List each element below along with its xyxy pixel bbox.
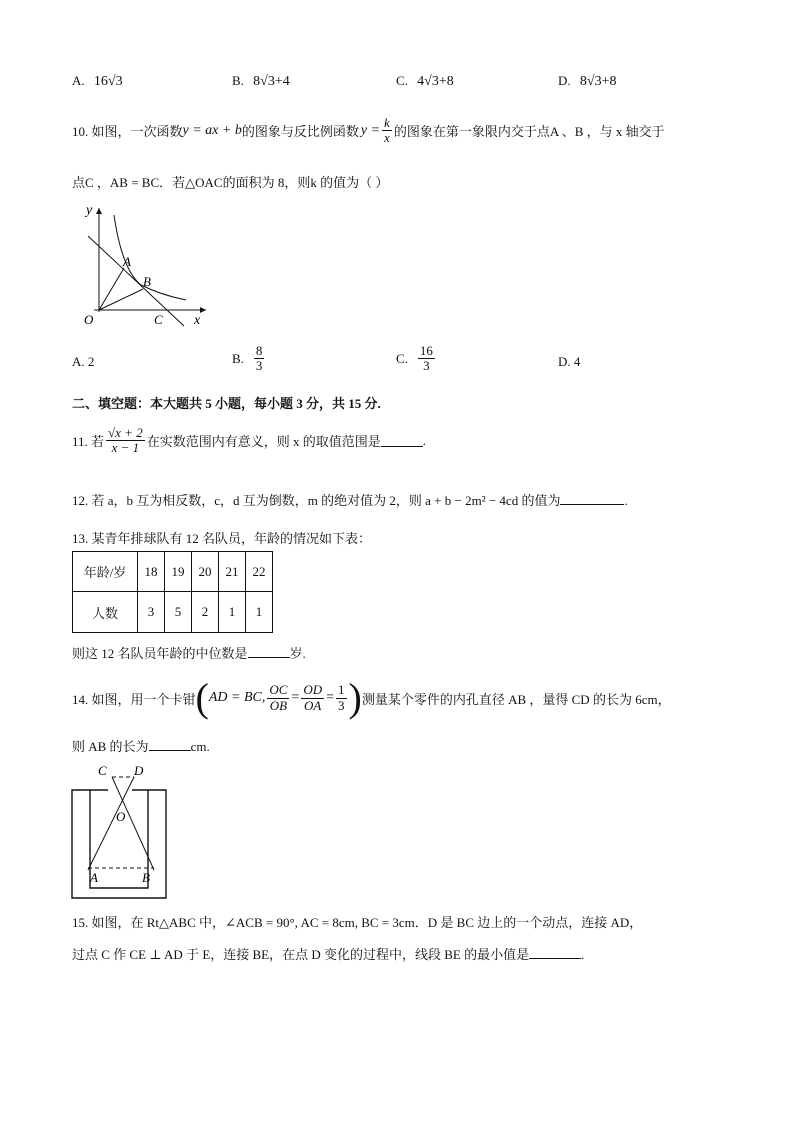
q11-answer-blank[interactable] — [381, 434, 423, 447]
q10-line-ab — [88, 236, 184, 326]
q9-option-d-value: 8√3+8 — [579, 74, 617, 89]
q14-label-d: D — [134, 763, 144, 778]
q10-label-b: B — [143, 274, 151, 289]
table-header-age: 年龄/岁 — [73, 552, 138, 592]
q14-caliper-figure — [66, 760, 176, 905]
q14-label-a: A — [90, 870, 98, 885]
table-cell: 19 — [165, 552, 192, 592]
q9-option-d: D. 8√3+8 — [558, 73, 617, 89]
q10-option-b: B. $\frac{8}{3}$ — [232, 343, 263, 374]
q14-arm-db — [88, 777, 134, 870]
section-heading: 二、填空题：本大题共 5 小题，每小题 3 分，共 15 分. — [72, 396, 381, 411]
q15-answer-blank[interactable] — [529, 946, 581, 959]
q10-label-a: A — [123, 254, 131, 269]
table-header-count: 人数 — [73, 592, 138, 633]
table-cell: 5 — [165, 592, 192, 633]
table-cell: 22 — [246, 552, 273, 592]
table-cell: 1 — [219, 592, 246, 633]
q13-question: 13. 某青年排球队有 12 名队员，年龄的情况如下表： — [72, 531, 372, 546]
q10-label-o: O — [84, 312, 94, 327]
table-cell: 2 — [192, 592, 219, 633]
q10-question-line1: 10. 如图，一次函数 y = ax + b 的图象与反比例函数 y = $\frac{k}{x}$ 的图象在第一象限内交于点A 、B ，与 x 轴交于 — [72, 115, 665, 146]
q9-option-b: B. 8√3+4 — [232, 73, 290, 89]
q14-label-b: B — [142, 870, 150, 885]
q13-age-table — [72, 551, 273, 633]
q14-question-line2: 则 AB 的长为 cm. — [72, 739, 210, 754]
table-cell: 20 — [192, 552, 219, 592]
table-row — [73, 592, 273, 633]
q9-option-b-value: 8√3+4 — [253, 74, 290, 89]
table-cell: 1 — [246, 592, 273, 633]
q10-inverse-fraction: $\frac{k}{x}$ — [384, 115, 390, 146]
q15-question-line2: 过点 C 作 CE ⊥ AD 于 E，连接 BE，在点 D 变化的过程中，线段 BE 的最小值是 . — [72, 947, 585, 962]
q10-linear-function: y = ax + b — [182, 122, 242, 138]
q10-figure — [66, 200, 216, 335]
q11-fraction: $\frac{√x + 2}{x - 1}$ — [108, 425, 143, 456]
q10-option-d: D. 4 — [558, 354, 581, 369]
q13-answer-blank[interactable] — [248, 645, 290, 658]
table-cell: 18 — [138, 552, 165, 592]
q9-option-a-value: 16√3 — [93, 74, 123, 89]
table-row — [73, 552, 273, 592]
q11-question: 11. 若 $\frac{√x + 2}{x - 1}$ 在实数范围内有意义，则 x 的取值范围是 . — [72, 425, 426, 456]
q9-option-c: C. 4√3+8 — [396, 73, 454, 89]
q14-answer-blank[interactable] — [149, 738, 191, 751]
q14-question-line1: 14. 如图，用一个卡钳 ( AD = BC, $\frac{OC}{OB}$ = $\frac{OD}{OA}$ = $\frac{1}{3}$ ) 测量某个零件的内孔直径 AB ，量得 CD 的长为 6cm， — [72, 675, 671, 720]
q10-label-x: x — [194, 313, 201, 328]
table-cell: 3 — [138, 592, 165, 633]
q10-label-c: C — [154, 312, 163, 327]
q12-answer-blank[interactable] — [560, 492, 624, 505]
q10-option-a: A. 2 — [72, 354, 95, 369]
q10-label-y: y — [86, 203, 93, 218]
q14-label-c: C — [98, 763, 107, 778]
q9-option-c-value: 4√3+8 — [417, 74, 454, 89]
q10-question-line2: 点C ，AB = BC．若△OAC的面积为 8，则k 的值为（ ） — [72, 175, 389, 190]
q9-option-a: A. 16√3 — [72, 73, 123, 89]
q10-option-c: C. $\frac{16}{3}$ — [396, 343, 433, 374]
q15-question-line1: 15. 如图，在 Rt△ABC 中，∠ACB = 90°, AC = 8cm, BC = 3cm．D 是 BC 边上的一个动点，连接 AD， — [72, 915, 643, 930]
q13-followup: 则这 12 名队员年龄的中位数是 岁. — [72, 646, 306, 661]
table-cell: 21 — [219, 552, 246, 592]
q12-question: 12. 若 a，b 互为相反数，c，d 互为倒数，m 的绝对值为 2，则 a + b − 2m² − 4cd 的值为 . — [72, 493, 628, 508]
q14-label-o: O — [116, 809, 126, 824]
